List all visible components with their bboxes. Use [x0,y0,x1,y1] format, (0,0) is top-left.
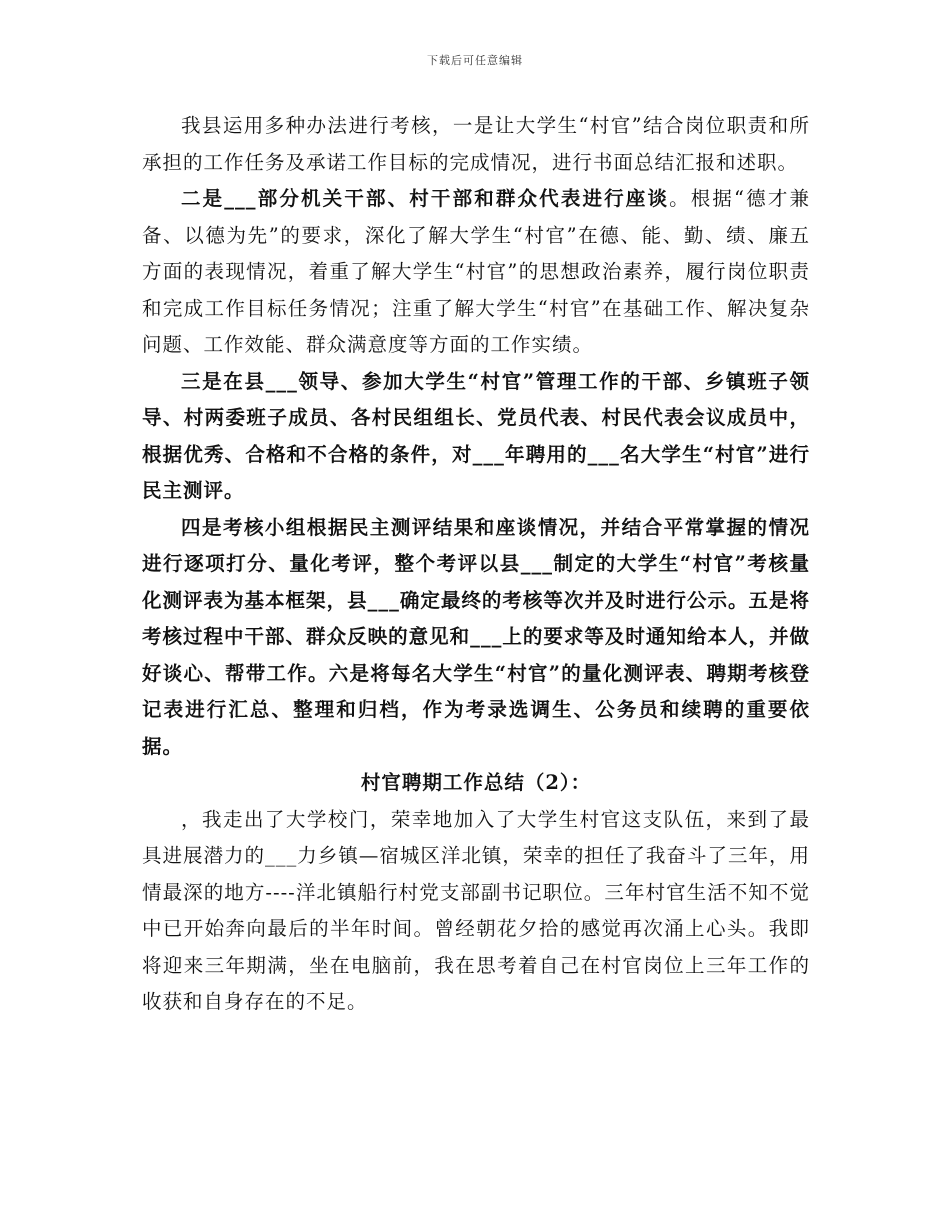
paragraph-4: 四是考核小组根据民主测评结果和座谈情况，并结合平常掌握的情况进行逐项打分、量化考评，整个考评以县___制定的大学生“村官”考核量化测评表为基本框架，县___确定最终的考核等次并及时进行公示。五是将考核过程中干部、群众反映的意见和___上的要求等及时通知给本人，并做好谈心、帮带工作。六是将每名大学生“村官”的量化测评表、聘期考核登记表进行汇总、整理和归档，作为考录选调生、公务员和续聘的重要依据。 [142,515,810,758]
paragraph-3: 三是在县___领导、参加大学生“村官”管理工作的干部、乡镇班子领导、村两委班子成员、各村民组组长、党员代表、村民代表会议成员中，根据优秀、合格和不合格的条件，对___年聘用的___名大学生“村官”进行民主测评。 [142,369,810,502]
paragraph-1: 我县运用多种办法进行考核，一是让大学生“村官”结合岗位职责和所承担的工作任务及承诺工作目标的完成情况，进行书面总结汇报和述职。 [142,114,810,174]
paragraph-2 [142,181,810,364]
document-body [142,108,810,1021]
section-subtitle: 村官聘期工作总结（2）： [360,771,592,794]
paragraph-5: ，我走出了大学校门，荣幸地加入了大学生村官这支队伍，来到了最具进展潜力的___力乡镇—宿城区洋北镇，荣幸的担任了我奋斗了三年，用情最深的地方----洋北镇船行村党支部副书记职位。三年村官生活不知不觉中已开始奔向最后的半年时间。曾经朝花夕拾的感觉再次涌上心头。我即将迎来三年期满，坐在电脑前，我在思考着自己在村官岗位上三年工作的收获和自身存在的不足。 [142,807,810,1013]
paragraph-2-lead: 二是___部分机关干部、村干部和群众代表进行座谈 [181,187,670,210]
paragraph-2-rest: 。根据“德才兼备、以德为先”的要求，深化了解大学生“村官”在德、能、勤、绩、廉五方面的表现情况，着重了解大学生“村官”的思想政治素养，履行岗位职责和完成工作目标任务情况；注重了解大学生“村官”在基础工作、解决复杂问题、工作效能、群众满意度等方面的工作实绩。 [142,187,810,356]
page-header: 下载后可任意编辑 [427,54,523,67]
